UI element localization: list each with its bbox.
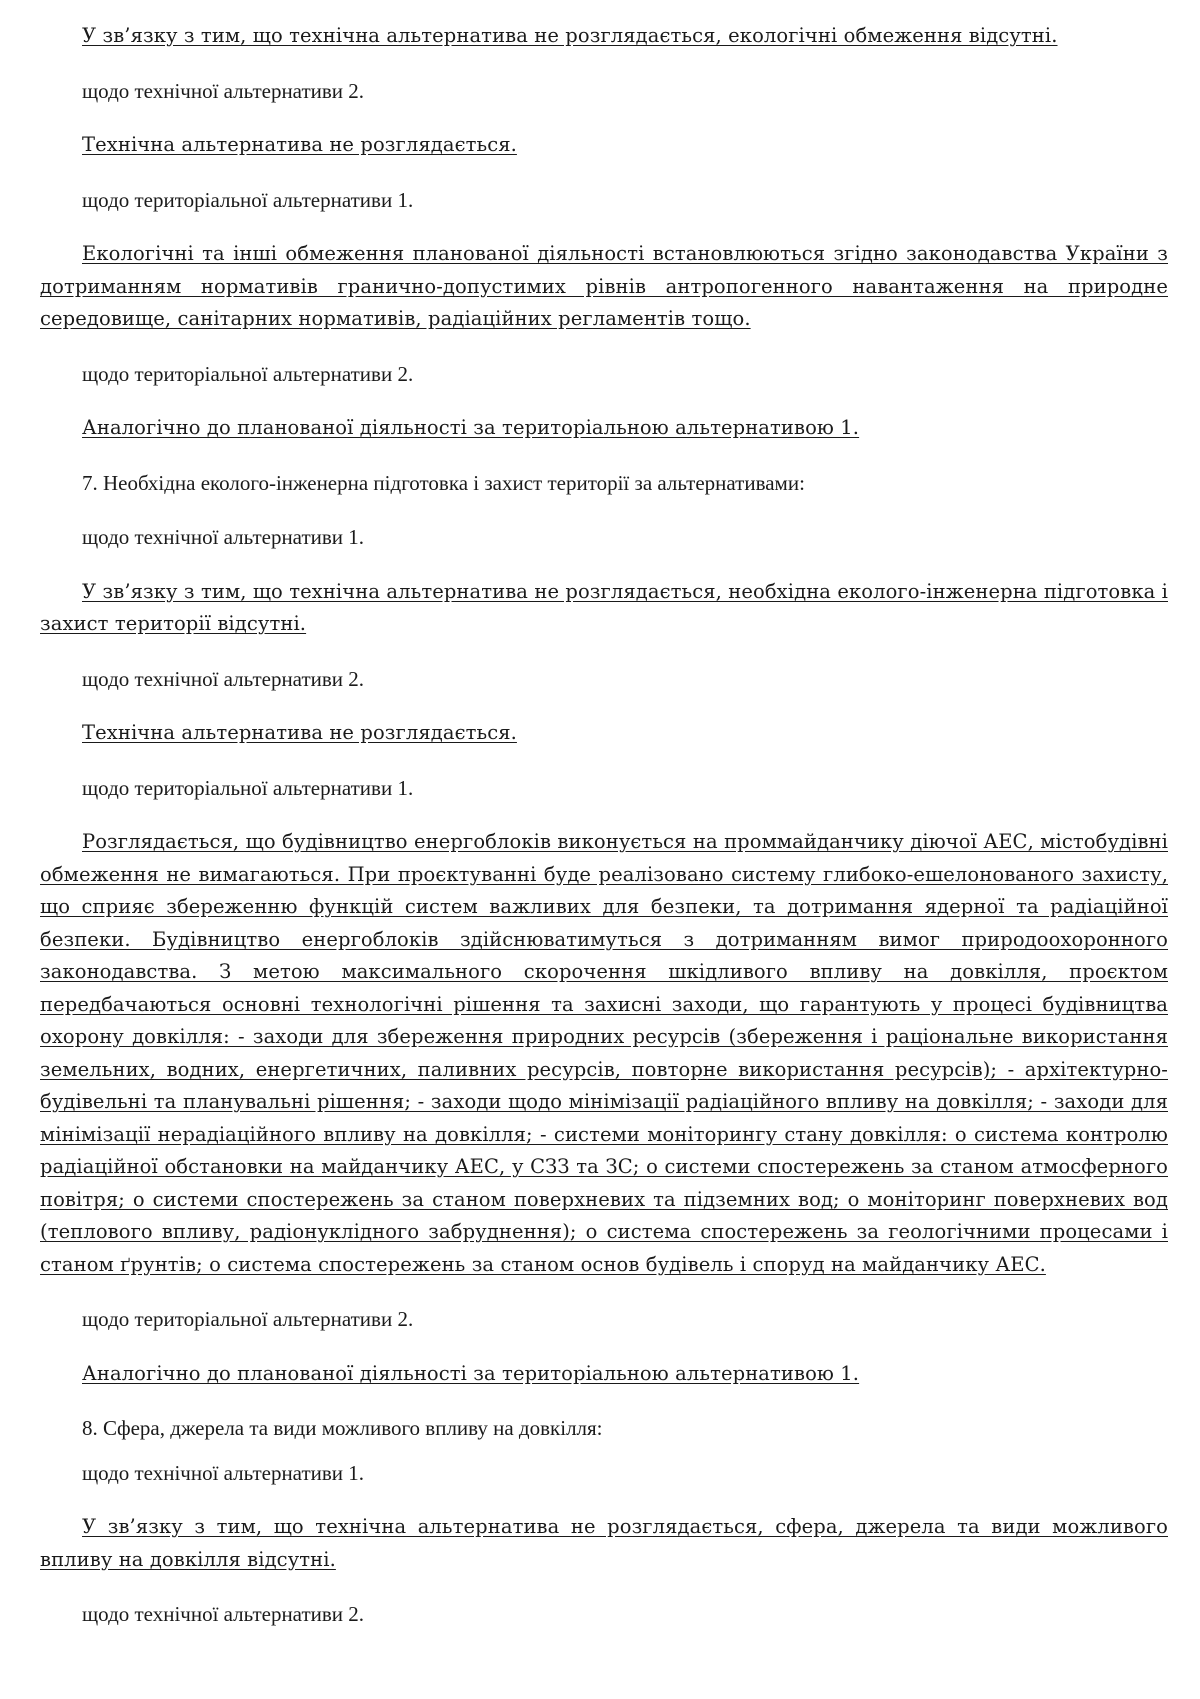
paragraph-env-constraints-tech-alt-1: У зв’язку з тим, що технічна альтернатива не розглядається, екологічні обмеження відсутні. xyxy=(82,24,1058,47)
paragraph-eng-prep-territorial-alt-1: Розглядається, що будівництво енергоблоків виконується на проммайданчику діючої АЕС, містобудівні обмеження не вимагаються. При проєктуванні буде реалізовано систему глибоко-ешелонованого захисту, що сприяє збереженню функцій систем важливих для безпеки, та дотримання ядерної та радіаційної безпеки. Будівництво енергоблоків здійснюватимуться з дотриманням вимог природоохоронного законодавства. З метою максимального скорочення шкідливого впливу на довкілля, проєктом передбачаються основні технологічні рішення та захисні заходи, що гарантують у процесі будівництва охорону довкілля: - заходи для збереження природних ресурсів (збереження і раціональне використання земельних, водних, енергетичних, паливних ресурсів, повторне використання ресурсів); - архітектурно-будівельні та планувальні рішення; - заходи щодо мінімізації радіаційного впливу на довкілля; - заходи для мінімізації нерадіаційного впливу на довкілля; - системи моніторингу стану довкілля: o система контролю радіаційної обстановки на майданчику АЕС, у СЗЗ та ЗС; o системи спостережень за станом атмосферного повітря; o системи спостережень за станом поверхневих та підземних вод; o моніторинг поверхневих вод (теплового впливу, радіонуклідного забруднення); o система спостережень за геологічними процесами і станом ґрунтів; o система спостережень за станом основ будівель і споруд на майданчику АЕС. xyxy=(40,830,1168,1276)
heading-tech-alt-2-b: щодо технічної альтернативи 2. xyxy=(82,666,365,691)
heading-territorial-alt-1: щодо територіальної альтернативи 1. xyxy=(82,187,414,212)
heading-tech-alt-1: щодо технічної альтернативи 1. xyxy=(82,525,365,549)
paragraph-territorial-alt-2-analogous: Аналогічно до планованої діяльності за територіальною альтернативою 1. xyxy=(82,416,860,439)
paragraph-eng-prep-tech-alt-1: У зв’язку з тим, що технічна альтернатива не розглядається, необхідна еколого-інженерна підготовка і захист території відсутні. xyxy=(40,579,1168,635)
heading-territorial-alt-1-b: щодо територіальної альтернативи 1. xyxy=(82,775,414,800)
heading-tech-alt-2-c: щодо технічної альтернативи 2. xyxy=(82,1602,365,1626)
section-7-heading: 7. Необхідна еколого-інженерна підготовка і захист території за альтернативами: xyxy=(82,470,805,495)
heading-tech-alt-2: щодо технічної альтернативи 2. xyxy=(82,78,365,103)
heading-territorial-alt-2: щодо територіальної альтернативи 2. xyxy=(82,361,414,386)
paragraph-impact-tech-alt-1: У зв’язку з тим, що технічна альтернатива не розглядається, сфера, джерела та види можливого впливу на довкілля відсутні. xyxy=(40,1515,1168,1571)
section-8-heading: 8. Сфера, джерела та види можливого впливу на довкілля: xyxy=(82,1416,603,1440)
paragraph-territorial-alt-2-analogous-b: Аналогічно до планованої діяльності за територіальною альтернативою 1. xyxy=(82,1361,860,1385)
heading-tech-alt-1-c: щодо технічної альтернативи 1. xyxy=(82,1460,365,1485)
paragraph-env-constraints-territorial-alt-1: Екологічні та інші обмеження планованої діяльності встановлюються згідно законодавства України з дотриманням нормативів гранично-допустимих рівнів антропогенного навантаження на природне середовище, санітарних нормативів, радіаційних регламентів тощо. xyxy=(40,242,1168,330)
document-page xyxy=(40,20,1168,1653)
paragraph-tech-alt-2-not-considered: Технічна альтернатива не розглядається. xyxy=(82,133,517,156)
paragraph-tech-alt-2-not-considered-b: Технічна альтернатива не розглядається. xyxy=(82,721,517,744)
heading-territorial-alt-2-b: щодо територіальної альтернативи 2. xyxy=(82,1307,414,1331)
